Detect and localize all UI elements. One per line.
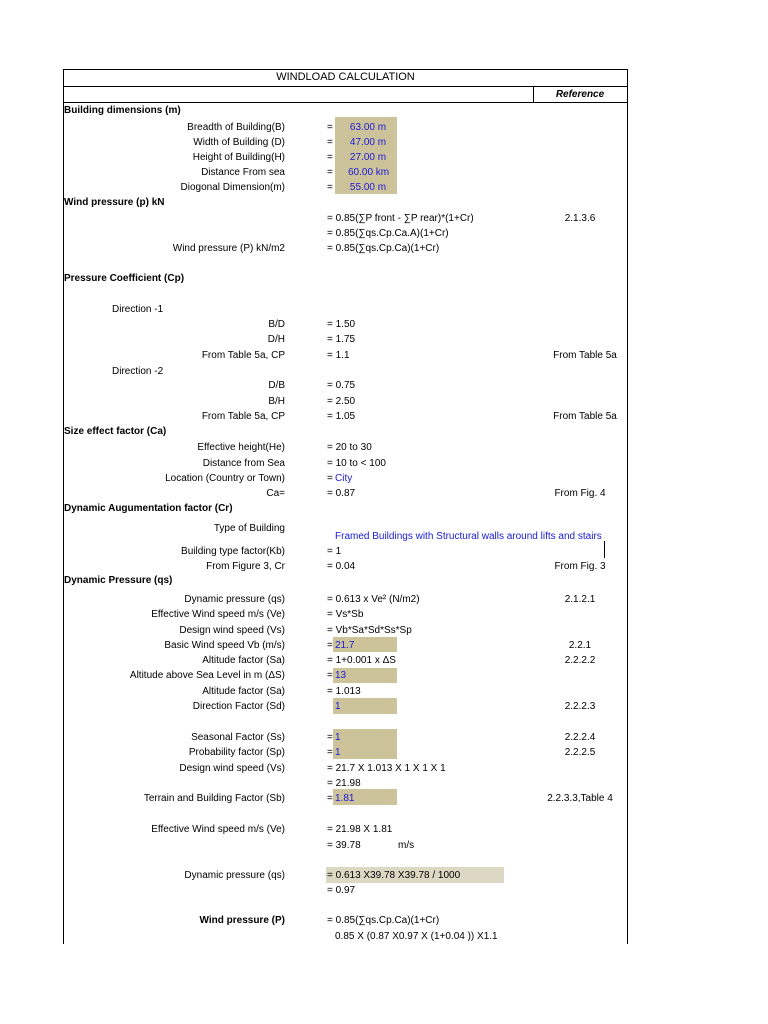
section-building: Building dimensions (m): [64, 105, 181, 116]
qs-as-value[interactable]: 13: [335, 670, 347, 681]
qs-dp2-label: Dynamic pressure (qs): [184, 870, 285, 881]
section-dynamic-aug: Dynamic Augumentation factor (Cr): [64, 503, 233, 514]
ca-loc-eq: =: [327, 473, 333, 484]
cp-bh: = 2.50: [327, 396, 356, 407]
qs-sb-value[interactable]: 1.81: [335, 793, 355, 804]
building-eq-3: =: [327, 167, 333, 178]
building-label-2: Height of Building(H): [192, 152, 285, 163]
table-right-border: [627, 69, 628, 944]
ca-he: = 20 to 30: [327, 442, 372, 453]
wind-formula-2: = 0.85(∑qs.Cp.Ca.A)(1+Cr): [327, 228, 449, 239]
qs-sa2-label: Altitude factor (Sa): [202, 686, 285, 697]
building-label-4: Diogonal Dimension(m): [180, 182, 285, 193]
cp-dh: = 1.75: [327, 334, 356, 345]
qs-as-eq: =: [327, 670, 333, 681]
qs-dp3: = 0.97: [327, 885, 356, 896]
qs-sb-ref: 2.2.3.3,Table 4: [547, 793, 613, 804]
wind-pressure-label: Wind pressure (P) kN/m2: [172, 243, 285, 254]
ca-he-label: Effective height(He): [197, 442, 285, 453]
section-size-effect: Size effect factor (Ca): [64, 426, 167, 437]
qs-sp-label: Probability factor (Sp): [188, 747, 285, 758]
ca-ref: From Fig. 4: [554, 488, 606, 499]
qs-vs2: = 21.7 X 1.013 X 1 X 1 X 1: [327, 763, 446, 774]
cr-kb: = 1: [327, 546, 342, 557]
qs-sp-value[interactable]: 1: [335, 747, 341, 758]
qs-sa-ref: 2.2.2.2: [564, 655, 596, 666]
building-value-4[interactable]: 55.00 m: [349, 182, 387, 193]
title-divider: [63, 86, 628, 87]
cr-type-label: Type of Building: [213, 523, 285, 534]
qs-sd-ref: 2.2.2.3: [564, 701, 596, 712]
cr-fig3-label: From Figure 3, Cr: [206, 561, 285, 572]
qs-vb-label: Basic Wind speed Vb (m/s): [164, 640, 285, 651]
qs-vs-label: Design wind speed (Vs): [179, 625, 285, 636]
qs-ss-label: Seasonal Factor (Ss): [191, 732, 285, 743]
qs-sb-label: Terrain and Building Factor (Sb): [143, 793, 285, 804]
qs-ve3: = 39.78: [327, 840, 361, 851]
ss-sp-highlight: [333, 729, 397, 759]
qs-dp: = 0.613 x Ve² (N/m2): [327, 594, 420, 605]
qs-dp-label: Dynamic pressure (qs): [184, 594, 285, 605]
cr-kb-label: Building type factor(Kb): [181, 546, 285, 557]
cp-bd-label: B/D: [268, 319, 285, 330]
qs-ve: = Vs*Sb: [327, 609, 364, 620]
qs-as-label: Altitude above Sea Level in m (ΔS): [129, 670, 285, 681]
section-dynamic-pressure: Dynamic Pressure (qs): [64, 575, 173, 586]
ca-location-value[interactable]: City: [335, 473, 353, 484]
page-title: WINDLOAD CALCULATION: [276, 71, 415, 83]
cp-t1-label: From Table 5a, CP: [201, 350, 285, 361]
qs-sd-value[interactable]: 1: [335, 701, 341, 712]
qs-ss-ref: 2.2.2.4: [564, 732, 596, 743]
qs-sb-eq: =: [327, 793, 333, 804]
building-value-1[interactable]: 47.00 m: [349, 137, 387, 148]
qs-vs3: = 21.98: [327, 778, 361, 789]
building-eq-2: =: [327, 152, 333, 163]
cp-t1-ref: From Table 5a: [553, 350, 617, 361]
building-eq-1: =: [327, 137, 333, 148]
qs-wp2: 0.85 X (0.87 X0.97 X (1+0.04 )) X1.1: [335, 931, 498, 942]
qs-wp-label: Wind pressure (P): [199, 915, 285, 926]
qs-ve3-unit: m/s: [398, 840, 415, 851]
building-label-3: Distance From sea: [201, 167, 285, 178]
building-label-0: Breadth of Building(B): [187, 122, 285, 133]
cp-t2-label: From Table 5a, CP: [201, 411, 285, 422]
qs-ss-eq: =: [327, 732, 333, 743]
cr-fig3: = 0.04: [327, 561, 356, 572]
cp-t2-ref: From Table 5a: [553, 411, 617, 422]
wind-formula-3: = 0.85(∑qs.Cp.Ca)(1+Cr): [327, 243, 440, 254]
qs-sp-eq: =: [327, 747, 333, 758]
building-value-2[interactable]: 27.00 m: [349, 152, 387, 163]
section-wind-pressure: Wind pressure (p) kN: [64, 197, 165, 208]
cp-t2: = 1.05: [327, 411, 356, 422]
cr-fig3-ref: From Fig. 3: [554, 561, 606, 572]
header-divider: [63, 102, 628, 103]
qs-ss-value[interactable]: 1: [335, 732, 341, 743]
sd-highlight: [333, 698, 397, 714]
qs-vs: = Vb*Sa*Sd*Ss*Sp: [327, 625, 412, 636]
cp-bd: = 1.50: [327, 319, 356, 330]
qs-sp-ref: 2.2.2.5: [564, 747, 596, 758]
building-value-3[interactable]: 60.00 km: [348, 167, 390, 178]
direction-1: Direction -1: [112, 304, 164, 315]
qs-dp-ref: 2.1.2.1: [564, 594, 596, 605]
qs-ve2: = 21.98 X 1.81: [327, 824, 393, 835]
ca-loc-label: Location (Country or Town): [165, 473, 285, 484]
qs-sa2: = 1.013: [327, 686, 361, 697]
cp-dh-label: D/H: [267, 334, 285, 345]
direction-2: Direction -2: [112, 366, 164, 377]
ca-ds: = 10 to < 100: [327, 458, 386, 469]
qs-vb-ref: 2.2.1: [568, 640, 592, 651]
cr-type-cell-border: [604, 541, 605, 558]
qs-dp2: = 0.613 X39.78 X39.78 / 1000: [327, 870, 461, 881]
cr-type-value[interactable]: Framed Buildings with Structural walls around lifts and stairs: [335, 531, 602, 542]
qs-sa-label: Altitude factor (Sa): [202, 655, 285, 666]
wind-formula-1: = 0.85(∑P front - ∑P rear)*(1+Cr): [327, 213, 474, 224]
qs-vs2-label: Design wind speed (Vs): [179, 763, 285, 774]
cp-bh-label: B/H: [268, 396, 285, 407]
cp-db-label: D/B: [268, 380, 285, 391]
building-eq-0: =: [327, 122, 333, 133]
reference-header: Reference: [555, 89, 605, 100]
ca-label: Ca=: [266, 488, 285, 499]
qs-vb-value[interactable]: 21.7: [335, 640, 355, 651]
building-label-1: Width of Building (D): [193, 137, 285, 148]
qs-ve2-label: Effective Wind speed m/s (Ve): [151, 824, 285, 835]
ca-value: = 0.87: [327, 488, 356, 499]
ca-ds-label: Distance from Sea: [202, 458, 285, 469]
wind-formula-1-ref: 2.1.3.6: [564, 213, 596, 224]
qs-sa: = 1+0.001 x ΔS: [327, 655, 396, 666]
cp-t1: = 1.1: [327, 350, 350, 361]
qs-wp: = 0.85(∑qs.Cp.Ca)(1+Cr): [327, 915, 440, 926]
cp-db: = 0.75: [327, 380, 356, 391]
building-eq-4: =: [327, 182, 333, 193]
table-top-border: [63, 69, 628, 70]
section-pressure-coeff: Pressure Coefficient (Cp): [64, 273, 185, 284]
qs-vb-eq: =: [327, 640, 333, 651]
building-value-0[interactable]: 63.00 m: [349, 122, 387, 133]
qs-ve-label: Effective Wind speed m/s (Ve): [151, 609, 285, 620]
qs-sd-label: Direction Factor (Sd): [192, 701, 285, 712]
